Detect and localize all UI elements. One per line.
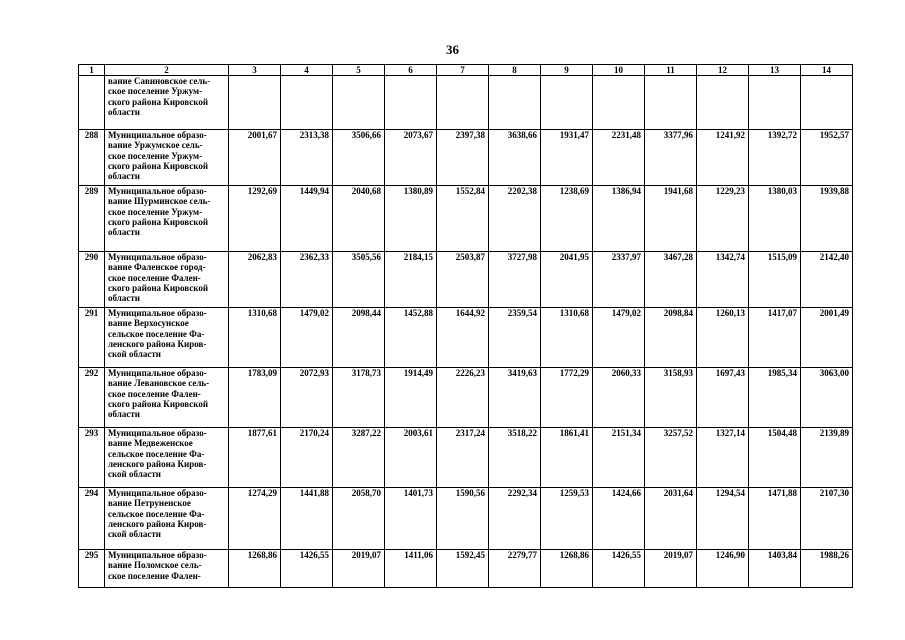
row-number: 293 <box>79 428 105 488</box>
municipality-name-line: ского района Кировской <box>108 398 209 409</box>
value-cell: 2098,44 <box>333 308 385 368</box>
value-cell: 1401,73 <box>385 488 437 550</box>
municipality-name-line: сельское поселение Фа- <box>108 448 205 459</box>
value-cell: 1449,94 <box>281 186 333 252</box>
value-cell: 1861,41 <box>541 428 593 488</box>
column-header: 3 <box>229 65 281 76</box>
value-cell: 1386,94 <box>593 186 645 252</box>
value-cell <box>749 76 801 130</box>
value-cell: 1697,43 <box>697 368 749 428</box>
municipality-name-line: сельское поселение Фа- <box>108 508 205 519</box>
value-cell: 3467,28 <box>645 252 697 308</box>
municipality-name-line: ленского района Киров- <box>108 518 207 529</box>
municipality-name-line: ского района Кировской <box>108 216 209 227</box>
row-number <box>79 76 105 130</box>
data-table <box>78 64 853 588</box>
value-cell: 2041,95 <box>541 252 593 308</box>
value-cell: 2184,15 <box>385 252 437 308</box>
municipality-name-line: вание Шурминское сель- <box>108 196 211 207</box>
value-cell: 1417,07 <box>749 308 801 368</box>
municipality-name-line: области <box>108 106 140 117</box>
municipality-name <box>105 186 229 252</box>
value-cell: 2359,54 <box>489 308 541 368</box>
municipality-name-line: вание Савиновское сель- <box>108 76 211 86</box>
municipality-name-line: вание Петруненское <box>108 498 191 509</box>
table-row <box>79 308 853 368</box>
value-cell <box>697 76 749 130</box>
value-cell: 1952,57 <box>801 130 853 186</box>
municipality-name-line: вание Верхосунское <box>108 318 189 329</box>
municipality-name-line: области <box>108 293 140 304</box>
table-row <box>79 252 853 308</box>
page-number: 36 <box>446 42 459 57</box>
municipality-name-line: ское поселение Уржум- <box>108 86 203 97</box>
value-cell: 1292,69 <box>229 186 281 252</box>
table-row <box>79 368 853 428</box>
value-cell: 2040,68 <box>333 186 385 252</box>
value-cell: 2107,30 <box>801 488 853 550</box>
municipality-name-line: Муниципальное образо- <box>108 368 207 378</box>
column-header: 5 <box>333 65 385 76</box>
value-cell: 2142,40 <box>801 252 853 308</box>
value-cell: 2058,70 <box>333 488 385 550</box>
value-cell: 1268,86 <box>229 550 281 588</box>
value-cell: 3419,63 <box>489 368 541 428</box>
table-row <box>79 550 853 588</box>
municipality-name-line: сельское поселение Фа- <box>108 328 205 339</box>
value-cell: 2001,67 <box>229 130 281 186</box>
value-cell: 1877,61 <box>229 428 281 488</box>
row-number: 289 <box>79 186 105 252</box>
value-cell <box>645 76 697 130</box>
value-cell: 1988,26 <box>801 550 853 588</box>
column-header: 4 <box>281 65 333 76</box>
value-cell: 1310,68 <box>541 308 593 368</box>
municipality-name <box>105 308 229 368</box>
column-header: 12 <box>697 65 749 76</box>
municipality-name-line: ского района Кировской <box>108 282 209 293</box>
value-cell: 3505,56 <box>333 252 385 308</box>
value-cell: 3257,52 <box>645 428 697 488</box>
municipality-name-line: вание Левановское сель- <box>108 378 210 389</box>
municipality-name-line: области <box>108 227 140 238</box>
value-cell: 3178,73 <box>333 368 385 428</box>
data-table-container <box>78 64 853 588</box>
value-cell: 1392,72 <box>749 130 801 186</box>
municipality-name-line: ского района Кировской <box>108 96 209 107</box>
value-cell: 1590,56 <box>437 488 489 550</box>
value-cell: 3638,66 <box>489 130 541 186</box>
row-number: 291 <box>79 308 105 368</box>
value-cell: 1479,02 <box>281 308 333 368</box>
value-cell: 1327,14 <box>697 428 749 488</box>
municipality-name <box>105 130 229 186</box>
value-cell: 1294,54 <box>697 488 749 550</box>
value-cell: 1310,68 <box>229 308 281 368</box>
value-cell: 1985,34 <box>749 368 801 428</box>
municipality-name <box>105 76 229 130</box>
municipality-name <box>105 428 229 488</box>
value-cell: 1552,84 <box>437 186 489 252</box>
row-number: 292 <box>79 368 105 428</box>
value-cell: 1411,06 <box>385 550 437 588</box>
column-header: 14 <box>801 65 853 76</box>
value-cell: 2292,34 <box>489 488 541 550</box>
header-row <box>79 65 853 76</box>
value-cell <box>281 76 333 130</box>
municipality-name <box>105 252 229 308</box>
value-cell: 2019,07 <box>645 550 697 588</box>
municipality-name-line: ское поселение Фален- <box>108 272 201 283</box>
municipality-name-line: вание Поломское сель- <box>108 560 202 571</box>
value-cell: 2003,61 <box>385 428 437 488</box>
municipality-name-line: вание Уржумское сель- <box>108 140 203 151</box>
municipality-name-line: ской области <box>108 529 161 540</box>
value-cell: 2019,07 <box>333 550 385 588</box>
value-cell: 1452,88 <box>385 308 437 368</box>
value-cell: 1229,23 <box>697 186 749 252</box>
value-cell: 1644,92 <box>437 308 489 368</box>
value-cell: 1238,69 <box>541 186 593 252</box>
value-cell: 2001,49 <box>801 308 853 368</box>
value-cell: 1424,66 <box>593 488 645 550</box>
municipality-name-line: ское поселение Фален- <box>108 388 201 399</box>
value-cell: 1914,49 <box>385 368 437 428</box>
municipality-name-line: Муниципальное образо- <box>108 550 207 560</box>
value-cell: 1426,55 <box>593 550 645 588</box>
column-header: 8 <box>489 65 541 76</box>
value-cell: 2031,64 <box>645 488 697 550</box>
municipality-name-line: области <box>108 409 140 420</box>
value-cell <box>801 76 853 130</box>
table-row <box>79 76 853 130</box>
table-row <box>79 488 853 550</box>
value-cell: 2072,93 <box>281 368 333 428</box>
value-cell: 1246,90 <box>697 550 749 588</box>
value-cell <box>489 76 541 130</box>
column-header: 10 <box>593 65 645 76</box>
value-cell: 2073,67 <box>385 130 437 186</box>
municipality-name-line: ской области <box>108 349 161 360</box>
municipality-name-line: области <box>108 171 140 182</box>
value-cell: 1504,48 <box>749 428 801 488</box>
municipality-name-line: Муниципальное образо- <box>108 130 207 140</box>
value-cell: 1772,29 <box>541 368 593 428</box>
value-cell: 2231,48 <box>593 130 645 186</box>
value-cell: 2313,38 <box>281 130 333 186</box>
value-cell: 1268,86 <box>541 550 593 588</box>
value-cell: 2503,87 <box>437 252 489 308</box>
value-cell: 2062,83 <box>229 252 281 308</box>
column-header: 1 <box>79 65 105 76</box>
value-cell: 1479,02 <box>593 308 645 368</box>
value-cell: 1241,92 <box>697 130 749 186</box>
value-cell <box>333 76 385 130</box>
value-cell <box>541 76 593 130</box>
value-cell: 2317,24 <box>437 428 489 488</box>
value-cell: 1403,84 <box>749 550 801 588</box>
value-cell: 3518,22 <box>489 428 541 488</box>
value-cell: 2170,24 <box>281 428 333 488</box>
municipality-name-line: ленского района Киров- <box>108 338 207 349</box>
value-cell: 3287,22 <box>333 428 385 488</box>
value-cell: 2060,33 <box>593 368 645 428</box>
row-number: 288 <box>79 130 105 186</box>
value-cell: 2279,77 <box>489 550 541 588</box>
row-number: 295 <box>79 550 105 588</box>
value-cell: 1592,45 <box>437 550 489 588</box>
municipality-name-line: Муниципальное образо- <box>108 308 207 318</box>
municipality-name <box>105 550 229 588</box>
municipality-name <box>105 488 229 550</box>
column-header: 13 <box>749 65 801 76</box>
value-cell: 2202,38 <box>489 186 541 252</box>
value-cell <box>437 76 489 130</box>
value-cell: 3063,00 <box>801 368 853 428</box>
value-cell: 1260,13 <box>697 308 749 368</box>
value-cell: 1380,03 <box>749 186 801 252</box>
municipality-name <box>105 368 229 428</box>
value-cell: 3727,98 <box>489 252 541 308</box>
value-cell: 1342,74 <box>697 252 749 308</box>
value-cell: 1441,88 <box>281 488 333 550</box>
table-row <box>79 186 853 252</box>
municipality-name-line: ское поселение Фален- <box>108 570 201 581</box>
value-cell: 1515,09 <box>749 252 801 308</box>
value-cell: 1426,55 <box>281 550 333 588</box>
table-row <box>79 130 853 186</box>
municipality-name-line: ское поселение Уржум- <box>108 206 203 217</box>
row-number: 290 <box>79 252 105 308</box>
municipality-name-line: Муниципальное образо- <box>108 186 207 196</box>
value-cell: 3377,96 <box>645 130 697 186</box>
table-body <box>79 76 853 588</box>
value-cell: 2098,84 <box>645 308 697 368</box>
value-cell: 1783,09 <box>229 368 281 428</box>
value-cell: 2397,38 <box>437 130 489 186</box>
value-cell: 2139,89 <box>801 428 853 488</box>
value-cell: 1259,53 <box>541 488 593 550</box>
value-cell: 1939,88 <box>801 186 853 252</box>
value-cell <box>593 76 645 130</box>
column-header: 6 <box>385 65 437 76</box>
value-cell: 1274,29 <box>229 488 281 550</box>
value-cell: 1931,47 <box>541 130 593 186</box>
value-cell: 2337,97 <box>593 252 645 308</box>
value-cell: 2362,33 <box>281 252 333 308</box>
value-cell: 1471,88 <box>749 488 801 550</box>
column-header: 9 <box>541 65 593 76</box>
municipality-name-line: ской области <box>108 469 161 480</box>
municipality-name-line: Муниципальное образо- <box>108 488 207 498</box>
table-row <box>79 428 853 488</box>
value-cell <box>385 76 437 130</box>
municipality-name-line: Муниципальное образо- <box>108 428 207 438</box>
value-cell: 1941,68 <box>645 186 697 252</box>
column-header: 7 <box>437 65 489 76</box>
municipality-name-line: ское поселение Уржум- <box>108 150 203 161</box>
value-cell: 3158,93 <box>645 368 697 428</box>
row-number: 294 <box>79 488 105 550</box>
value-cell: 2226,23 <box>437 368 489 428</box>
municipality-name-line: ского района Кировской <box>108 160 209 171</box>
value-cell: 3506,66 <box>333 130 385 186</box>
column-header: 2 <box>105 65 229 76</box>
value-cell <box>229 76 281 130</box>
column-header: 11 <box>645 65 697 76</box>
municipality-name-line: ленского района Киров- <box>108 458 207 469</box>
value-cell: 2151,34 <box>593 428 645 488</box>
municipality-name-line: Муниципальное образо- <box>108 252 207 262</box>
value-cell: 1380,89 <box>385 186 437 252</box>
municipality-name-line: вание Фаленское город- <box>108 262 206 273</box>
municipality-name-line: вание Медвеженское <box>108 438 193 449</box>
